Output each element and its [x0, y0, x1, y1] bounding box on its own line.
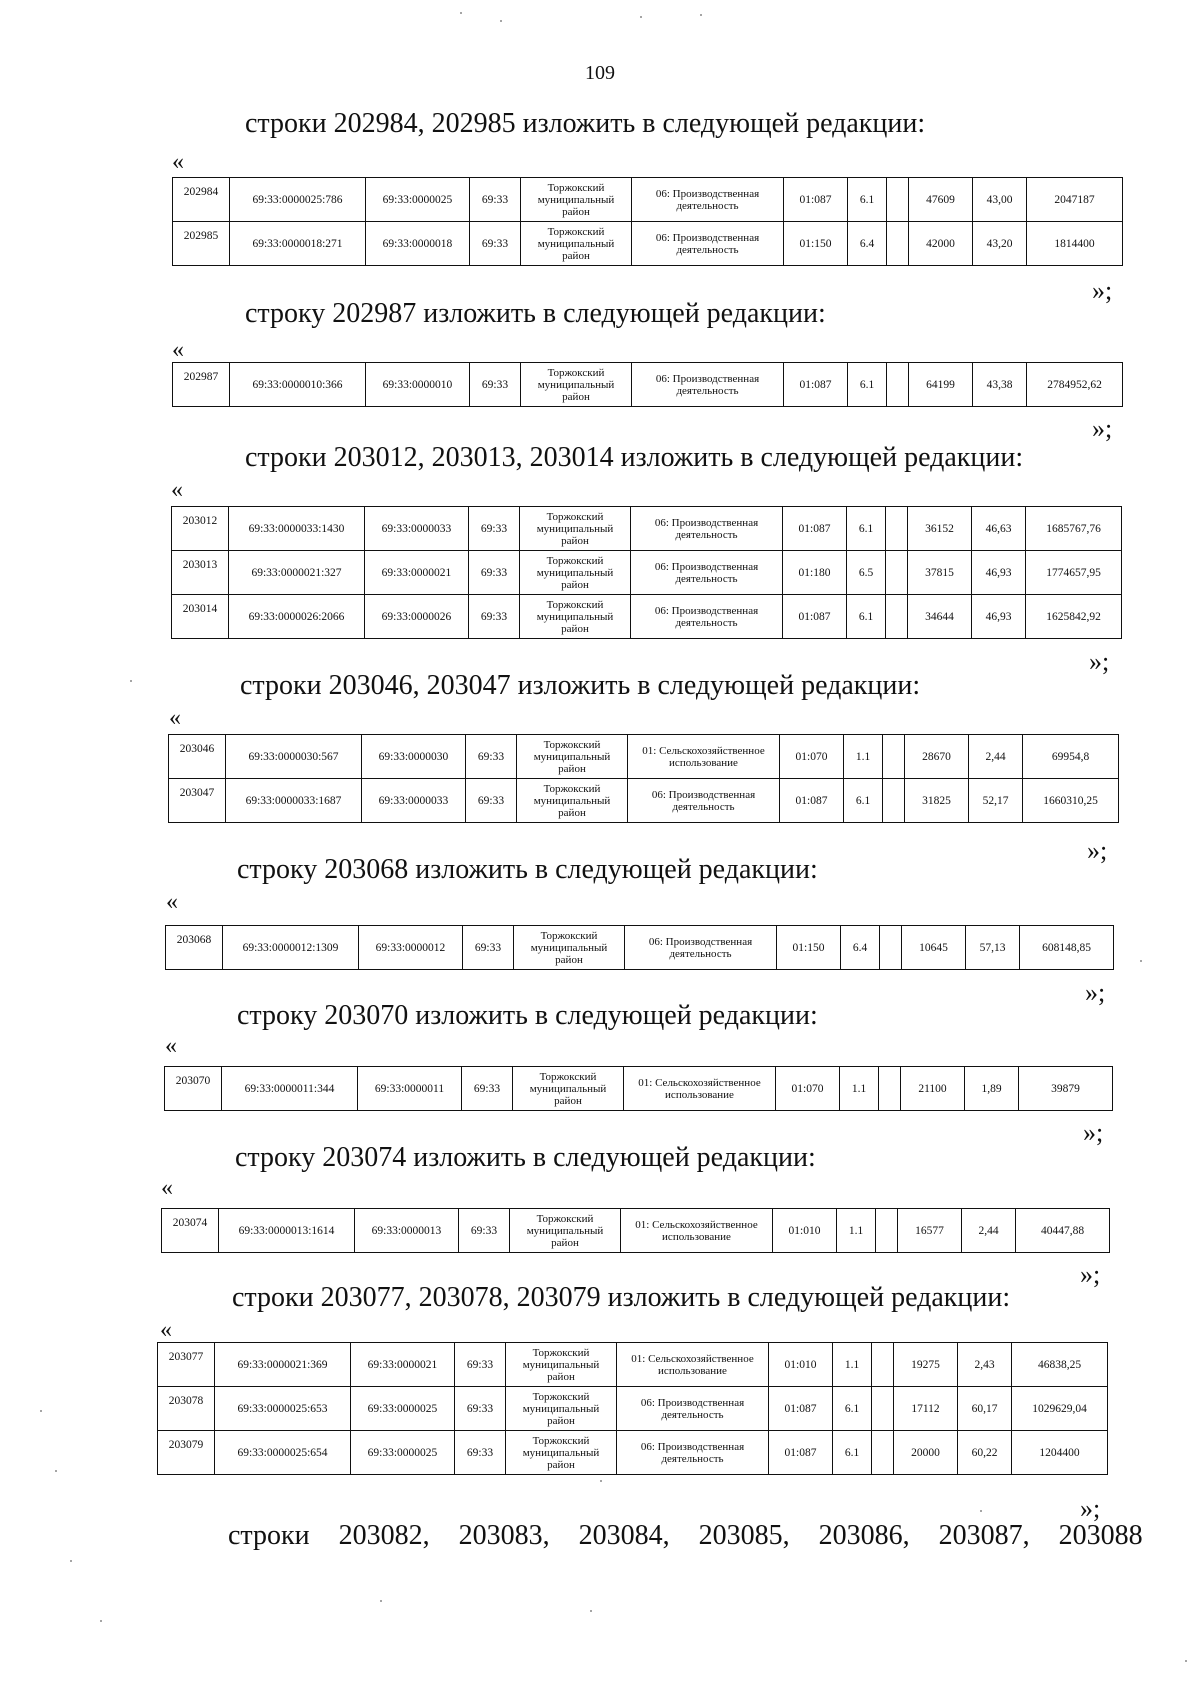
specific-value-cell: 43,00 [973, 178, 1027, 222]
land-use-group-cell: 01: Сельскохозяйственное использование [628, 735, 780, 779]
segment-code-cell: 01:070 [780, 735, 844, 779]
cadastral-value-cell: 1685767,76 [1026, 507, 1122, 551]
cadastral-quarter-cell: 69:33:0000021 [351, 1343, 455, 1387]
registry-table [171, 506, 1122, 639]
segment-code-cell: 01:087 [769, 1387, 833, 1431]
empty-cell-cell [872, 1387, 894, 1431]
section-heading: строку 203070 изложить в следующей редакции: [237, 1000, 818, 1031]
row-number-cell: 203068 [166, 926, 223, 970]
segment-code-cell: 01:150 [784, 222, 848, 266]
cadastral-number-cell: 69:33:0000012:1309 [223, 926, 359, 970]
district-code-cell: 69:33 [463, 926, 514, 970]
municipality-cell: Торжокский муниципальный район [506, 1387, 617, 1431]
scan-speck [1140, 960, 1142, 962]
registry-table [165, 925, 1114, 970]
table-row [169, 779, 1119, 823]
closing-quote: »; [1080, 1494, 1101, 1523]
scan-speck [40, 1410, 42, 1412]
scan-speck [70, 1560, 72, 1562]
opening-quote: « [161, 1175, 173, 1201]
area-cell: 21100 [901, 1067, 965, 1111]
row-number-cell: 203070 [165, 1067, 222, 1111]
district-code-cell: 69:33 [470, 363, 521, 407]
district-code-cell: 69:33 [469, 507, 520, 551]
specific-value-cell: 43,38 [973, 363, 1027, 407]
cadastral-value-cell: 2047187 [1027, 178, 1123, 222]
table-row [158, 1431, 1108, 1475]
municipality-cell: Торжокский муниципальный район [510, 1209, 621, 1253]
area-cell: 28670 [905, 735, 969, 779]
scan-speck [640, 16, 642, 18]
segment-code-cell: 01:087 [784, 178, 848, 222]
cadastral-quarter-cell: 69:33:0000011 [358, 1067, 462, 1111]
land-use-group-cell: 01: Сельскохозяйственное использование [621, 1209, 773, 1253]
use-code-cell: 6.1 [833, 1431, 872, 1475]
municipality-cell: Торжокский муниципальный район [513, 1067, 624, 1111]
cadastral-quarter-cell: 69:33:0000010 [366, 363, 470, 407]
district-code-cell: 69:33 [455, 1343, 506, 1387]
cadastral-quarter-cell: 69:33:0000033 [365, 507, 469, 551]
land-use-group-cell: 06: Производственная деятельность [617, 1387, 769, 1431]
scan-speck [980, 1510, 982, 1512]
empty-cell-cell [887, 363, 909, 407]
cadastral-number-cell: 69:33:0000021:369 [215, 1343, 351, 1387]
land-use-group-cell: 06: Производственная деятельность [625, 926, 777, 970]
specific-value-cell: 57,13 [966, 926, 1020, 970]
opening-quote: « [172, 337, 184, 363]
cadastral-value-cell: 1660310,25 [1023, 779, 1119, 823]
empty-cell-cell [887, 178, 909, 222]
cadastral-quarter-cell: 69:33:0000030 [362, 735, 466, 779]
registry-table [161, 1208, 1110, 1253]
table-row [158, 1387, 1108, 1431]
specific-value-cell: 2,44 [969, 735, 1023, 779]
closing-quote: »; [1080, 1260, 1101, 1289]
row-number-cell: 203014 [172, 595, 229, 639]
cadastral-value-cell: 46838,25 [1012, 1343, 1108, 1387]
cadastral-number-cell: 69:33:0000011:344 [222, 1067, 358, 1111]
closing-quote: »; [1087, 836, 1108, 865]
cadastral-value-cell: 608148,85 [1020, 926, 1114, 970]
empty-cell-cell [883, 735, 905, 779]
use-code-cell: 6.1 [848, 178, 887, 222]
district-code-cell: 69:33 [470, 222, 521, 266]
segment-code-cell: 01:150 [777, 926, 841, 970]
section-heading: строки 203046, 203047 изложить в следующей редакции: [240, 670, 921, 701]
district-code-cell: 69:33 [466, 779, 517, 823]
cadastral-number-cell: 69:33:0000025:786 [230, 178, 366, 222]
cadastral-number-cell: 69:33:0000010:366 [230, 363, 366, 407]
land-use-group-cell: 01: Сельскохозяйственное использование [617, 1343, 769, 1387]
land-use-group-cell: 06: Производственная деятельность [631, 551, 783, 595]
use-code-cell: 6.5 [847, 551, 886, 595]
registry-table [172, 362, 1123, 407]
specific-value-cell: 46,93 [972, 595, 1026, 639]
section-heading: строку 202987 изложить в следующей редакции: [245, 298, 826, 329]
table-row [173, 222, 1123, 266]
use-code-cell: 1.1 [837, 1209, 876, 1253]
municipality-cell: Торжокский муниципальный район [521, 222, 632, 266]
district-code-cell: 69:33 [459, 1209, 510, 1253]
scan-speck [1185, 1660, 1187, 1662]
cadastral-quarter-cell: 69:33:0000018 [366, 222, 470, 266]
land-use-group-cell: 06: Производственная деятельность [628, 779, 780, 823]
specific-value-cell: 1,89 [965, 1067, 1019, 1111]
opening-quote: « [166, 889, 178, 915]
area-cell: 10645 [902, 926, 966, 970]
row-number-cell: 203077 [158, 1343, 215, 1387]
municipality-cell: Торжокский муниципальный район [521, 178, 632, 222]
row-number-cell: 202987 [173, 363, 230, 407]
cadastral-number-cell: 69:33:0000025:653 [215, 1387, 351, 1431]
scan-speck [380, 1600, 382, 1602]
municipality-cell: Торжокский муниципальный район [517, 779, 628, 823]
section-heading: строки 203012, 203013, 203014 изложить в следующей редакции: [245, 442, 1024, 473]
cadastral-value-cell: 1774657,95 [1026, 551, 1122, 595]
specific-value-cell: 60,22 [958, 1431, 1012, 1475]
land-use-group-cell: 06: Производственная деятельность [632, 222, 784, 266]
row-number-cell: 203078 [158, 1387, 215, 1431]
section-heading: строку 203074 изложить в следующей редакции: [235, 1142, 816, 1173]
empty-cell-cell [886, 595, 908, 639]
area-cell: 20000 [894, 1431, 958, 1475]
land-use-group-cell: 06: Производственная деятельность [632, 363, 784, 407]
use-code-cell: 6.1 [847, 595, 886, 639]
cadastral-quarter-cell: 69:33:0000025 [351, 1431, 455, 1475]
area-cell: 36152 [908, 507, 972, 551]
row-number-cell: 203079 [158, 1431, 215, 1475]
row-number-cell: 203046 [169, 735, 226, 779]
segment-code-cell: 01:010 [769, 1343, 833, 1387]
table-row [166, 926, 1114, 970]
scan-speck [55, 1470, 57, 1472]
cadastral-value-cell: 40447,88 [1016, 1209, 1110, 1253]
row-number-cell: 202985 [173, 222, 230, 266]
closing-quote: »; [1083, 1118, 1104, 1147]
use-code-cell: 6.1 [844, 779, 883, 823]
municipality-cell: Торжокский муниципальный район [520, 507, 631, 551]
empty-cell-cell [886, 551, 908, 595]
cadastral-number-cell: 69:33:0000021:327 [229, 551, 365, 595]
cadastral-value-cell: 39879 [1019, 1067, 1113, 1111]
empty-cell-cell [887, 222, 909, 266]
scan-speck [600, 1480, 602, 1482]
specific-value-cell: 2,44 [962, 1209, 1016, 1253]
area-cell: 34644 [908, 595, 972, 639]
use-code-cell: 1.1 [844, 735, 883, 779]
specific-value-cell: 46,63 [972, 507, 1026, 551]
district-code-cell: 69:33 [470, 178, 521, 222]
specific-value-cell: 43,20 [973, 222, 1027, 266]
land-use-group-cell: 06: Производственная деятельность [617, 1431, 769, 1475]
closing-quote: »; [1085, 978, 1106, 1007]
area-cell: 37815 [908, 551, 972, 595]
cadastral-value-cell: 69954,8 [1023, 735, 1119, 779]
table-row [172, 551, 1122, 595]
municipality-cell: Торжокский муниципальный район [514, 926, 625, 970]
segment-code-cell: 01:087 [780, 779, 844, 823]
cadastral-quarter-cell: 69:33:0000033 [362, 779, 466, 823]
area-cell: 19275 [894, 1343, 958, 1387]
use-code-cell: 6.1 [833, 1387, 872, 1431]
closing-quote: »; [1092, 276, 1113, 305]
page-number: 109 [585, 62, 615, 84]
cadastral-quarter-cell: 69:33:0000013 [355, 1209, 459, 1253]
cadastral-number-cell: 69:33:0000033:1430 [229, 507, 365, 551]
cadastral-quarter-cell: 69:33:0000025 [366, 178, 470, 222]
scan-speck [460, 12, 462, 14]
use-code-cell: 6.1 [847, 507, 886, 551]
row-number-cell: 203047 [169, 779, 226, 823]
municipality-cell: Торжокский муниципальный район [521, 363, 632, 407]
specific-value-cell: 46,93 [972, 551, 1026, 595]
row-number-cell: 202984 [173, 178, 230, 222]
table-row [173, 178, 1123, 222]
district-code-cell: 69:33 [462, 1067, 513, 1111]
scan-speck [590, 1610, 592, 1612]
district-code-cell: 69:33 [466, 735, 517, 779]
use-code-cell: 1.1 [840, 1067, 879, 1111]
segment-code-cell: 01:087 [769, 1431, 833, 1475]
area-cell: 42000 [909, 222, 973, 266]
area-cell: 47609 [909, 178, 973, 222]
empty-cell-cell [876, 1209, 898, 1253]
closing-quote: »; [1089, 647, 1110, 676]
registry-table [157, 1342, 1108, 1475]
cadastral-value-cell: 1029629,04 [1012, 1387, 1108, 1431]
registry-table [168, 734, 1119, 823]
section-heading: строки 203077, 203078, 203079 изложить в следующей редакции: [232, 1282, 1011, 1313]
area-cell: 16577 [898, 1209, 962, 1253]
cadastral-value-cell: 1625842,92 [1026, 595, 1122, 639]
cadastral-value-cell: 1204400 [1012, 1431, 1108, 1475]
use-code-cell: 1.1 [833, 1343, 872, 1387]
final-heading: строки 203082, 203083, 203084, 203085, 203086, 203087, 203088 [228, 1520, 1143, 1551]
district-code-cell: 69:33 [455, 1387, 506, 1431]
land-use-group-cell: 01: Сельскохозяйственное использование [624, 1067, 776, 1111]
cadastral-number-cell: 69:33:0000025:654 [215, 1431, 351, 1475]
table-row [173, 363, 1123, 407]
section-heading: строку 203068 изложить в следующей редакции: [237, 854, 818, 885]
cadastral-quarter-cell: 69:33:0000025 [351, 1387, 455, 1431]
registry-table [172, 177, 1123, 266]
municipality-cell: Торжокский муниципальный район [520, 551, 631, 595]
scan-speck [700, 14, 702, 16]
scan-speck [100, 1620, 102, 1622]
use-code-cell: 6.4 [848, 222, 887, 266]
segment-code-cell: 01:087 [783, 595, 847, 639]
table-row [172, 595, 1122, 639]
row-number-cell: 203074 [162, 1209, 219, 1253]
specific-value-cell: 2,43 [958, 1343, 1012, 1387]
empty-cell-cell [879, 1067, 901, 1111]
opening-quote: « [160, 1317, 172, 1343]
opening-quote: « [169, 705, 181, 731]
cadastral-number-cell: 69:33:0000026:2066 [229, 595, 365, 639]
area-cell: 31825 [905, 779, 969, 823]
cadastral-number-cell: 69:33:0000033:1687 [226, 779, 362, 823]
specific-value-cell: 52,17 [969, 779, 1023, 823]
row-number-cell: 203012 [172, 507, 229, 551]
empty-cell-cell [886, 507, 908, 551]
opening-quote: « [172, 149, 184, 175]
table-row [165, 1067, 1113, 1111]
table-row [158, 1343, 1108, 1387]
section-heading: строки 202984, 202985 изложить в следующей редакции: [245, 108, 926, 139]
table-row [172, 507, 1122, 551]
cadastral-quarter-cell: 69:33:0000021 [365, 551, 469, 595]
district-code-cell: 69:33 [469, 595, 520, 639]
segment-code-cell: 01:180 [783, 551, 847, 595]
specific-value-cell: 60,17 [958, 1387, 1012, 1431]
closing-quote: »; [1092, 414, 1113, 443]
cadastral-value-cell: 2784952,62 [1027, 363, 1123, 407]
empty-cell-cell [883, 779, 905, 823]
area-cell: 17112 [894, 1387, 958, 1431]
empty-cell-cell [872, 1343, 894, 1387]
table-row [169, 735, 1119, 779]
land-use-group-cell: 06: Производственная деятельность [631, 595, 783, 639]
area-cell: 64199 [909, 363, 973, 407]
municipality-cell: Торжокский муниципальный район [506, 1343, 617, 1387]
opening-quote: « [171, 477, 183, 503]
empty-cell-cell [880, 926, 902, 970]
land-use-group-cell: 06: Производственная деятельность [632, 178, 784, 222]
cadastral-quarter-cell: 69:33:0000026 [365, 595, 469, 639]
cadastral-number-cell: 69:33:0000018:271 [230, 222, 366, 266]
row-number-cell: 203013 [172, 551, 229, 595]
segment-code-cell: 01:087 [783, 507, 847, 551]
district-code-cell: 69:33 [469, 551, 520, 595]
district-code-cell: 69:33 [455, 1431, 506, 1475]
cadastral-number-cell: 69:33:0000030:567 [226, 735, 362, 779]
use-code-cell: 6.1 [848, 363, 887, 407]
land-use-group-cell: 06: Производственная деятельность [631, 507, 783, 551]
municipality-cell: Торжокский муниципальный район [506, 1431, 617, 1475]
table-row [162, 1209, 1110, 1253]
cadastral-number-cell: 69:33:0000013:1614 [219, 1209, 355, 1253]
scan-speck [500, 20, 502, 22]
cadastral-quarter-cell: 69:33:0000012 [359, 926, 463, 970]
cadastral-value-cell: 1814400 [1027, 222, 1123, 266]
use-code-cell: 6.4 [841, 926, 880, 970]
segment-code-cell: 01:010 [773, 1209, 837, 1253]
municipality-cell: Торжокский муниципальный район [517, 735, 628, 779]
empty-cell-cell [872, 1431, 894, 1475]
opening-quote: « [165, 1033, 177, 1059]
segment-code-cell: 01:070 [776, 1067, 840, 1111]
scan-speck [130, 680, 132, 682]
registry-table [164, 1066, 1113, 1111]
segment-code-cell: 01:087 [784, 363, 848, 407]
municipality-cell: Торжокский муниципальный район [520, 595, 631, 639]
